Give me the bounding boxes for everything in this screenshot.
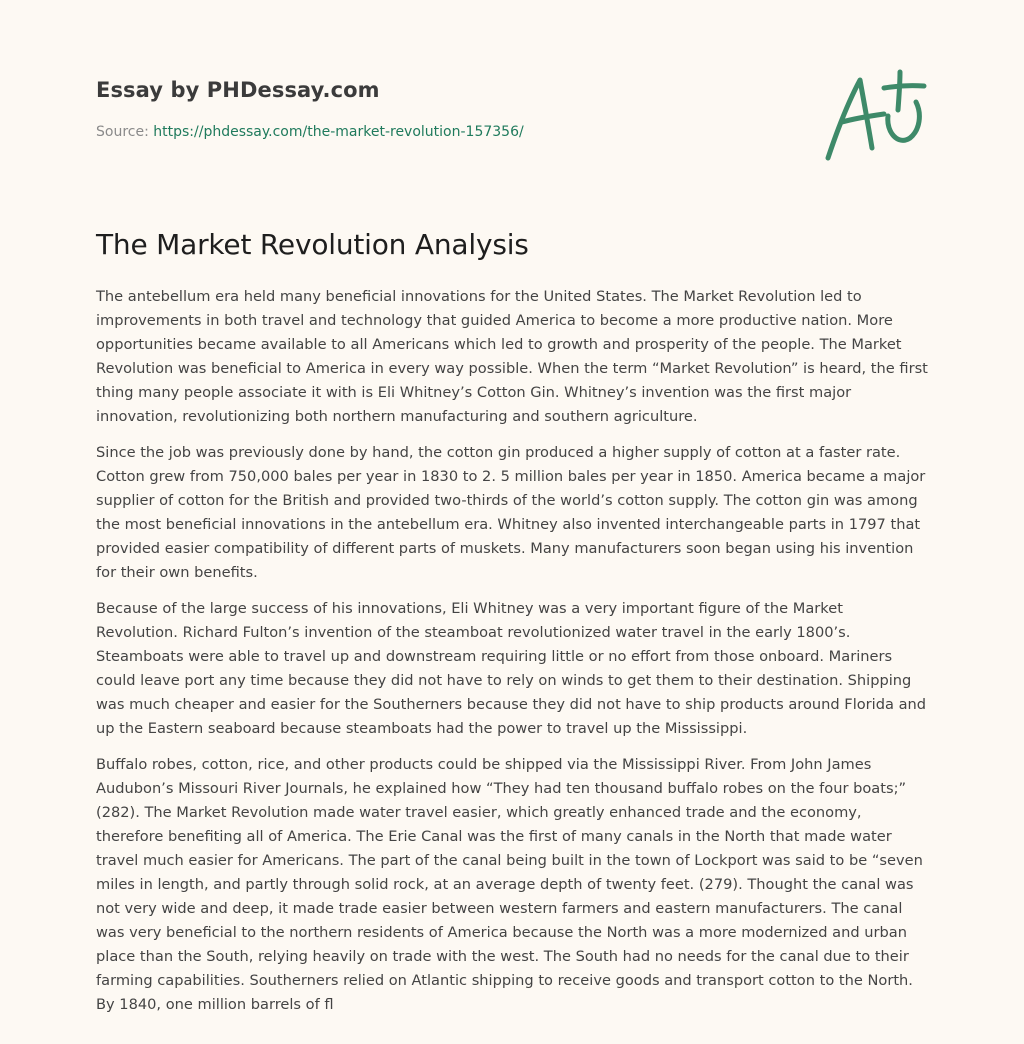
a-plus-grade-icon [822,66,930,166]
source-line [96,122,796,142]
source-link[interactable]: https://phdessay.com/the-market-revolution-157356/ [153,124,524,140]
site-brand: Essay by PHDessay.com [96,78,380,102]
essay-paragraph: Because of the large success of his innovations, Eli Whitney was a very important figure of the Market Revolution. Richard Fulton’s invention of the steamboat revolutionized water travel in the early 1800’s. Steamboats were able to travel up and downstream requiring little or no effort from those onboard. Mariners could leave port any time because they did not have to rely on winds to get them to their destination. Shipping was much cheaper and easier for the Southerners because they did not have to ship products around Florida and up the Eastern seaboard because steamboats had the power to travel up the Mississippi. [96,600,927,737]
a-plus-logo-svg [822,66,930,166]
essay-paragraph: Buffalo robes, cotton, rice, and other products could be shipped via the Mississippi River. From John James Audubon’s Missouri River Journals, he explained how “They had ten thousand buffalo robes on the four boats;” (282). The Market Revolution made water travel easier, which greatly enhanced trade and the economy, therefore benefiting all of America. The Erie Canal was the first of many canals in the North that made water travel much easier for Americans. The part of the canal being built in the town of Lockport was said to be “seven miles in length, and partly through solid rock, at an average depth of twenty feet. (279). Thought the canal was not very wide and deep, it made trade easier between western farmers and eastern manufacturers. The canal was very beneficial to the northern residents of America because the North was a more modernized and urban place than the South, relying heavily on trade with the west. The South had no needs for the canal due to their farming capabilities. Southerners relied on Atlantic shipping to receive goods and transport cotton to the North. By 1840, one million barrels of fl [96,756,923,1013]
essay-title: The Market Revolution Analysis [96,228,529,261]
essay-paragraph: The antebellum era held many beneficial innovations for the United States. The Market Revolution led to improvements in both travel and technology that guided America to become a more productive nation. More opportunities became available to all Americans which led to growth and prosperity of the people. The Market Revolution was beneficial to America in every way possible. When the term “Market Revolution” is heard, the first thing many people associate it with is Eli Whitney’s Cotton Gin. Whitney’s invention was the first major innovation, revolutionizing both northern manufacturing and southern agriculture. [96,288,928,425]
essay-body [96,285,928,1029]
essay-paragraph: Since the job was previously done by hand, the cotton gin produced a higher supply of cotton at a faster rate. Cotton grew from 750,000 bales per year in 1830 to 2. 5 million bales per year in 1850. America became a major supplier of cotton for the British and provided two-thirds of the world’s cotton supply. The cotton gin was among the most beneficial innovations in the antebellum era. Whitney also invented interchangeable parts in 1797 that provided easier compatibility of different parts of muskets. Many manufacturers soon began using his invention for their own benefits. [96,444,926,581]
source-label: Source: [96,124,154,140]
essay-header [96,74,796,142]
